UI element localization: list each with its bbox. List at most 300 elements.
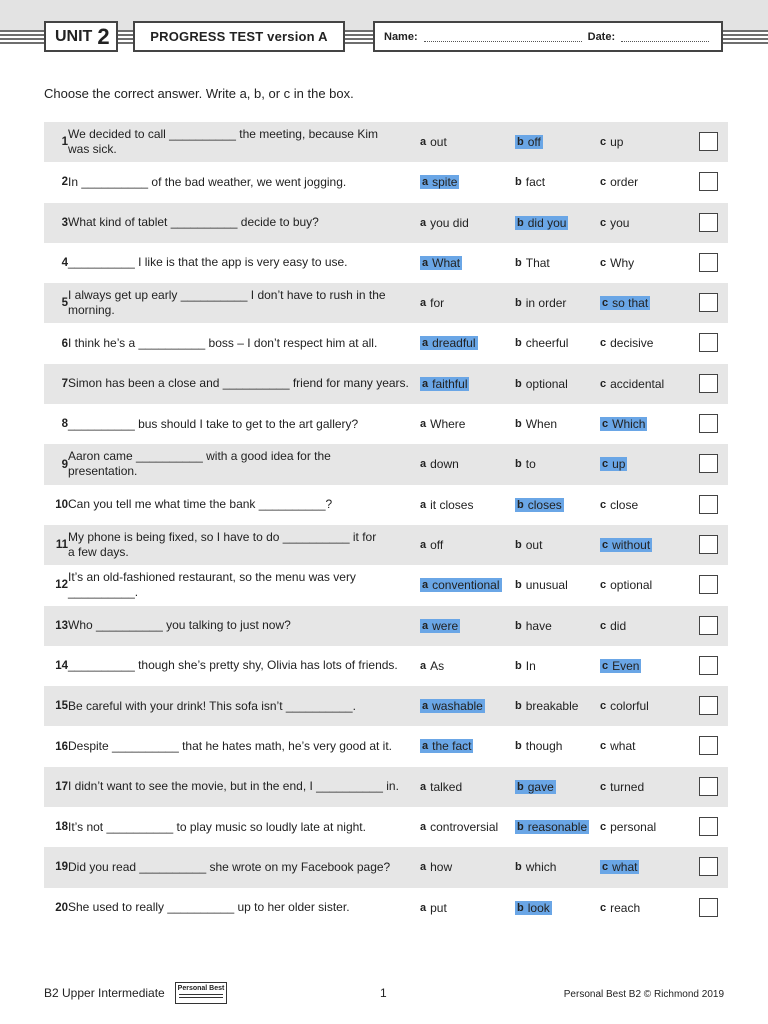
option-letter: c [602,861,609,874]
option-text: colorful [610,699,649,714]
option-text: breakable [525,699,579,714]
option-text: spite [432,175,458,190]
question-line: was sick. [68,142,117,156]
option-text: accidental [610,376,665,391]
question-row [44,646,728,686]
option-letter: c [600,579,607,592]
answer-box[interactable] [699,172,718,191]
question-text [68,485,413,525]
option-text: decisive [610,336,654,351]
option-text: Why [610,255,635,270]
option-c[interactable] [600,767,644,807]
option-a[interactable] [420,283,444,323]
instruction: Choose the correct answer. Write a, b, or c in the box. [44,86,354,101]
question-line: I didn’t want to see the movie, but in the end, I __________ in. [68,779,399,794]
option-text: what [612,860,638,875]
option-b[interactable] [515,807,589,847]
question-number: 19 [55,861,68,874]
option-b[interactable] [515,485,564,525]
option-letter: c [600,337,607,350]
option-a[interactable] [420,646,444,686]
option-text: reach [610,900,641,915]
name-label: Name: [384,30,418,43]
question-line: Simon has been a close and __________ friend for many years. [68,376,409,391]
option-a[interactable] [420,686,485,726]
question-text [68,283,413,323]
question-number: 18 [55,821,68,834]
question-line: It’s not __________ to play music so loudly late at night. [68,819,366,834]
option-text: what [610,739,636,754]
option-a[interactable] [420,888,447,928]
question-text [68,646,413,686]
option-text: up [610,135,624,149]
option-c[interactable] [600,565,652,605]
option-letter: a [422,700,429,713]
option-a[interactable] [420,606,460,646]
option-text: dreadful [432,336,476,351]
option-text: faithful [432,376,468,391]
option-letter: b [515,377,522,390]
option-text: What [432,255,461,270]
option-a[interactable] [420,525,443,565]
question-list [44,122,728,928]
option-text: order [610,175,639,190]
name-date-box [373,21,723,52]
option-text: so that [612,296,649,311]
question-number: 2 [61,176,68,189]
question-number: 15 [55,700,68,713]
option-text: washable [432,699,483,714]
option-letter: b [515,619,522,632]
option-a[interactable] [420,767,462,807]
option-text: close [610,497,639,512]
option-text: the fact [432,739,472,754]
unit-label: UNIT [55,27,93,45]
option-b[interactable] [515,686,578,726]
answer-box[interactable] [699,374,718,393]
footer-level: B2 Upper Intermediate [44,986,165,1000]
question-text [68,323,413,363]
option-b[interactable] [515,243,550,283]
question-row [44,847,728,887]
answer-box[interactable] [699,454,718,473]
question-line: __________. [68,585,139,600]
date-label: Date: [587,30,616,43]
option-c[interactable] [600,485,638,525]
question-row [44,243,728,283]
option-c[interactable] [600,444,627,484]
question-row [44,525,728,565]
logo-text: Personal Best [177,985,225,992]
option-c[interactable] [600,646,641,686]
question-line: In __________ of the bad weather, we went jogging. [68,174,347,189]
option-a[interactable] [420,404,465,444]
answer-box[interactable] [699,132,718,151]
answer-box[interactable] [699,777,718,796]
option-text: As [430,658,445,673]
question-text [68,404,413,444]
option-letter: b [517,136,524,148]
option-b[interactable] [515,323,568,363]
option-text: In [525,658,536,673]
option-text: controversial [430,820,499,835]
option-letter: a [420,780,427,793]
option-text: off [527,135,541,149]
option-letter: a [422,619,429,632]
option-letter: a [422,740,429,753]
question-line: presentation. [68,464,138,479]
option-letter: b [515,458,522,471]
option-a[interactable] [420,847,452,887]
option-c[interactable] [600,122,623,162]
question-line: Did you read __________ she wrote on my Facebook page? [68,859,391,874]
option-text: off [430,537,444,552]
question-number: 20 [55,901,68,914]
option-c[interactable] [600,162,638,202]
option-text: to [525,457,536,472]
question-text [68,888,413,928]
option-b[interactable] [515,444,536,484]
option-letter: a [420,418,427,431]
question-row [44,686,728,726]
option-a[interactable] [420,565,502,605]
option-c[interactable] [600,243,634,283]
question-number: 8 [61,418,68,431]
option-letter: a [420,659,427,672]
option-text: were [432,618,459,633]
question-row [44,323,728,363]
option-b[interactable] [515,525,542,565]
question-row [44,606,728,646]
option-text: turned [610,779,645,794]
option-letter: b [515,579,522,592]
question-row [44,162,728,202]
option-letter: b [515,538,522,551]
option-b[interactable] [515,847,556,887]
option-letter: c [600,700,607,713]
question-text [68,606,413,646]
question-line: Who __________ you talking to just now? [68,618,291,633]
answer-box[interactable] [699,495,718,514]
option-text: personal [610,820,657,835]
unit-number: 2 [97,23,110,49]
option-text: down [430,457,459,472]
option-c[interactable] [600,888,640,928]
question-number: 12 [55,579,68,592]
question-number: 9 [61,458,68,471]
option-a[interactable] [420,444,459,484]
option-letter: b [517,780,524,793]
question-number: 17 [55,780,68,793]
option-letter: a [422,176,429,189]
question-line: Aaron came __________ with a good idea for the [68,449,331,464]
option-text: optional [610,578,653,593]
question-line: My phone is being fixed, so I have to do __________ it for [68,529,377,544]
option-letter: b [515,861,522,874]
question-number: 1 [61,136,68,149]
option-b[interactable] [515,364,568,404]
option-text: closes [527,497,562,512]
option-c[interactable] [600,323,653,363]
question-line: She used to really __________ up to her older sister. [68,900,350,915]
option-letter: a [420,821,427,834]
option-a[interactable] [420,203,469,243]
question-number: 7 [61,377,68,390]
question-number: 6 [61,337,68,350]
question-line: Be careful with your drink! This sofa isn’t __________. [68,698,356,713]
page-number: 1 [380,986,387,1000]
question-line: Despite __________ that he hates math, he’s very good at it. [68,738,392,753]
question-text [68,847,413,887]
personal-best-logo [175,982,227,1004]
question-text [68,364,413,404]
option-text: in order [525,296,567,311]
answer-box[interactable] [699,857,718,876]
option-letter: a [420,901,427,914]
question-row [44,767,728,807]
option-b[interactable] [515,606,552,646]
answer-box[interactable] [699,414,718,433]
option-letter: a [420,538,427,551]
answer-box[interactable] [699,253,718,272]
option-text: up [612,457,626,472]
option-letter: a [420,861,427,874]
option-a[interactable] [420,122,447,162]
question-text [68,444,413,484]
option-text: how [430,860,453,875]
option-text: for [430,296,445,311]
option-letter: b [515,256,522,269]
option-letter: c [600,780,607,793]
option-letter: b [515,700,522,713]
question-line: Can you tell me what time the bank __________? [68,497,333,512]
unit-box [44,21,118,52]
question-text [68,807,413,847]
option-text: optional [525,376,568,391]
option-text: out [525,537,543,552]
option-letter: b [515,740,522,753]
option-letter: c [600,256,607,269]
question-line: __________ though she’s pretty shy, Olivia has lots of friends. [68,658,398,673]
option-b[interactable] [515,404,557,444]
option-a[interactable] [420,485,473,525]
option-letter: c [600,901,607,914]
option-a[interactable] [420,807,498,847]
question-number: 10 [55,498,68,511]
option-text: without [612,537,651,552]
question-line: I always get up early __________ I don’t have to rush in the [68,288,386,303]
option-letter: b [515,418,522,431]
option-letter: b [517,821,524,834]
question-number: 14 [55,660,68,672]
option-text: talked [430,779,463,794]
option-text: That [525,255,550,270]
option-text: did you [527,215,567,230]
option-c[interactable] [600,807,656,847]
option-letter: a [420,136,427,148]
answer-box[interactable] [699,616,718,635]
option-letter: b [515,176,522,189]
copyright: Personal Best B2 © Richmond 2019 [563,989,724,1000]
option-letter: c [600,619,607,632]
option-b[interactable] [515,767,556,807]
name-field[interactable] [424,31,582,42]
answer-box[interactable] [699,333,718,352]
option-b[interactable] [515,162,545,202]
question-text [68,767,413,807]
question-text [68,686,413,726]
question-row [44,404,728,444]
option-letter: c [602,538,609,551]
option-text: put [430,900,447,915]
question-text [68,726,413,766]
option-letter: c [600,740,607,753]
question-row [44,888,728,928]
question-text [68,122,413,162]
question-line: a few days. [68,544,129,559]
option-letter: a [422,337,429,350]
answer-box[interactable] [699,696,718,715]
option-letter: b [517,216,524,229]
option-text: you did [430,215,469,230]
option-letter: a [422,256,429,269]
option-text: reasonable [527,820,588,835]
option-text: it closes [430,497,474,512]
question-line: We decided to call __________ the meeting, because Kim [68,127,378,141]
option-c[interactable] [600,525,652,565]
option-text: you [610,215,630,230]
question-text [68,565,413,605]
option-letter: a [420,458,427,471]
question-row [44,726,728,766]
option-b[interactable] [515,122,543,162]
option-letter: c [602,297,609,310]
option-text: Even [612,658,640,673]
question-text [68,203,413,243]
option-b[interactable] [515,565,568,605]
option-letter: c [600,176,607,189]
option-letter: c [602,659,609,672]
option-letter: b [515,337,522,350]
option-a[interactable] [420,323,478,363]
option-letter: c [600,216,607,229]
option-a[interactable] [420,364,469,404]
question-row [44,364,728,404]
question-row [44,122,728,162]
option-text: unusual [525,578,568,593]
option-c[interactable] [600,606,626,646]
question-line: What kind of tablet __________ decide to buy? [68,215,319,230]
option-letter: a [422,377,429,390]
option-b[interactable] [515,726,562,766]
option-text: which [525,860,557,875]
question-number: 3 [61,216,68,229]
option-b[interactable] [515,888,552,928]
option-text: look [527,900,550,915]
question-row [44,565,728,605]
answer-box[interactable] [699,817,718,836]
option-letter: a [420,498,427,511]
option-letter: b [517,901,524,914]
option-text: out [430,135,447,149]
test-title [133,21,345,52]
question-row [44,807,728,847]
option-text: did [610,618,627,633]
option-letter: c [600,136,607,148]
option-letter: c [600,377,607,390]
option-a[interactable] [420,162,459,202]
option-text: though [525,739,563,754]
question-row [44,283,728,323]
option-text: fact [525,175,546,190]
option-text: have [525,618,552,633]
answer-box[interactable] [699,898,718,917]
question-line: __________ I like is that the app is very easy to use. [68,255,348,270]
option-b[interactable] [515,283,566,323]
option-c[interactable] [600,404,647,444]
option-c[interactable] [600,726,635,766]
option-letter: b [515,659,522,672]
option-c[interactable] [600,203,629,243]
option-c[interactable] [600,686,649,726]
option-letter: c [600,498,607,511]
answer-box[interactable] [699,213,718,232]
question-line: __________ bus should I take to get to the art gallery? [68,416,359,431]
option-letter: c [602,458,609,471]
option-c[interactable] [600,847,639,887]
option-c[interactable] [600,364,664,404]
question-number: 4 [61,257,68,270]
option-text: Which [612,417,646,432]
option-text: gave [527,779,554,794]
date-field[interactable] [621,31,709,42]
question-number: 5 [61,297,68,310]
option-letter: b [517,498,524,511]
answer-box[interactable] [699,656,718,675]
option-text: When [525,417,558,432]
question-row [44,485,728,525]
question-row [44,203,728,243]
option-b[interactable] [515,646,536,686]
option-text: Where [430,417,466,432]
option-letter: c [600,821,607,834]
option-letter: c [602,418,609,431]
answer-box[interactable] [699,736,718,755]
question-text [68,243,413,283]
option-text: conventional [432,578,500,593]
option-b[interactable] [515,203,568,243]
answer-box[interactable] [699,293,718,312]
option-a[interactable] [420,243,462,283]
test-title-text: PROGRESS TEST version A [150,29,328,44]
option-letter: a [422,579,429,592]
option-letter: a [420,297,427,310]
question-line: I think he’s a __________ boss – I don’t respect him at all. [68,335,378,350]
question-text [68,162,413,202]
option-a[interactable] [420,726,473,766]
option-letter: b [515,297,522,310]
question-line: morning. [68,303,115,318]
question-number: 16 [55,740,68,753]
question-number: 13 [55,619,68,632]
question-line: It’s an old-fashioned restaurant, so the menu was very [68,570,356,585]
option-text: cheerful [525,336,569,351]
answer-box[interactable] [699,535,718,554]
option-c[interactable] [600,283,650,323]
question-row [44,444,728,484]
option-letter: a [420,216,427,229]
answer-box[interactable] [699,575,718,594]
